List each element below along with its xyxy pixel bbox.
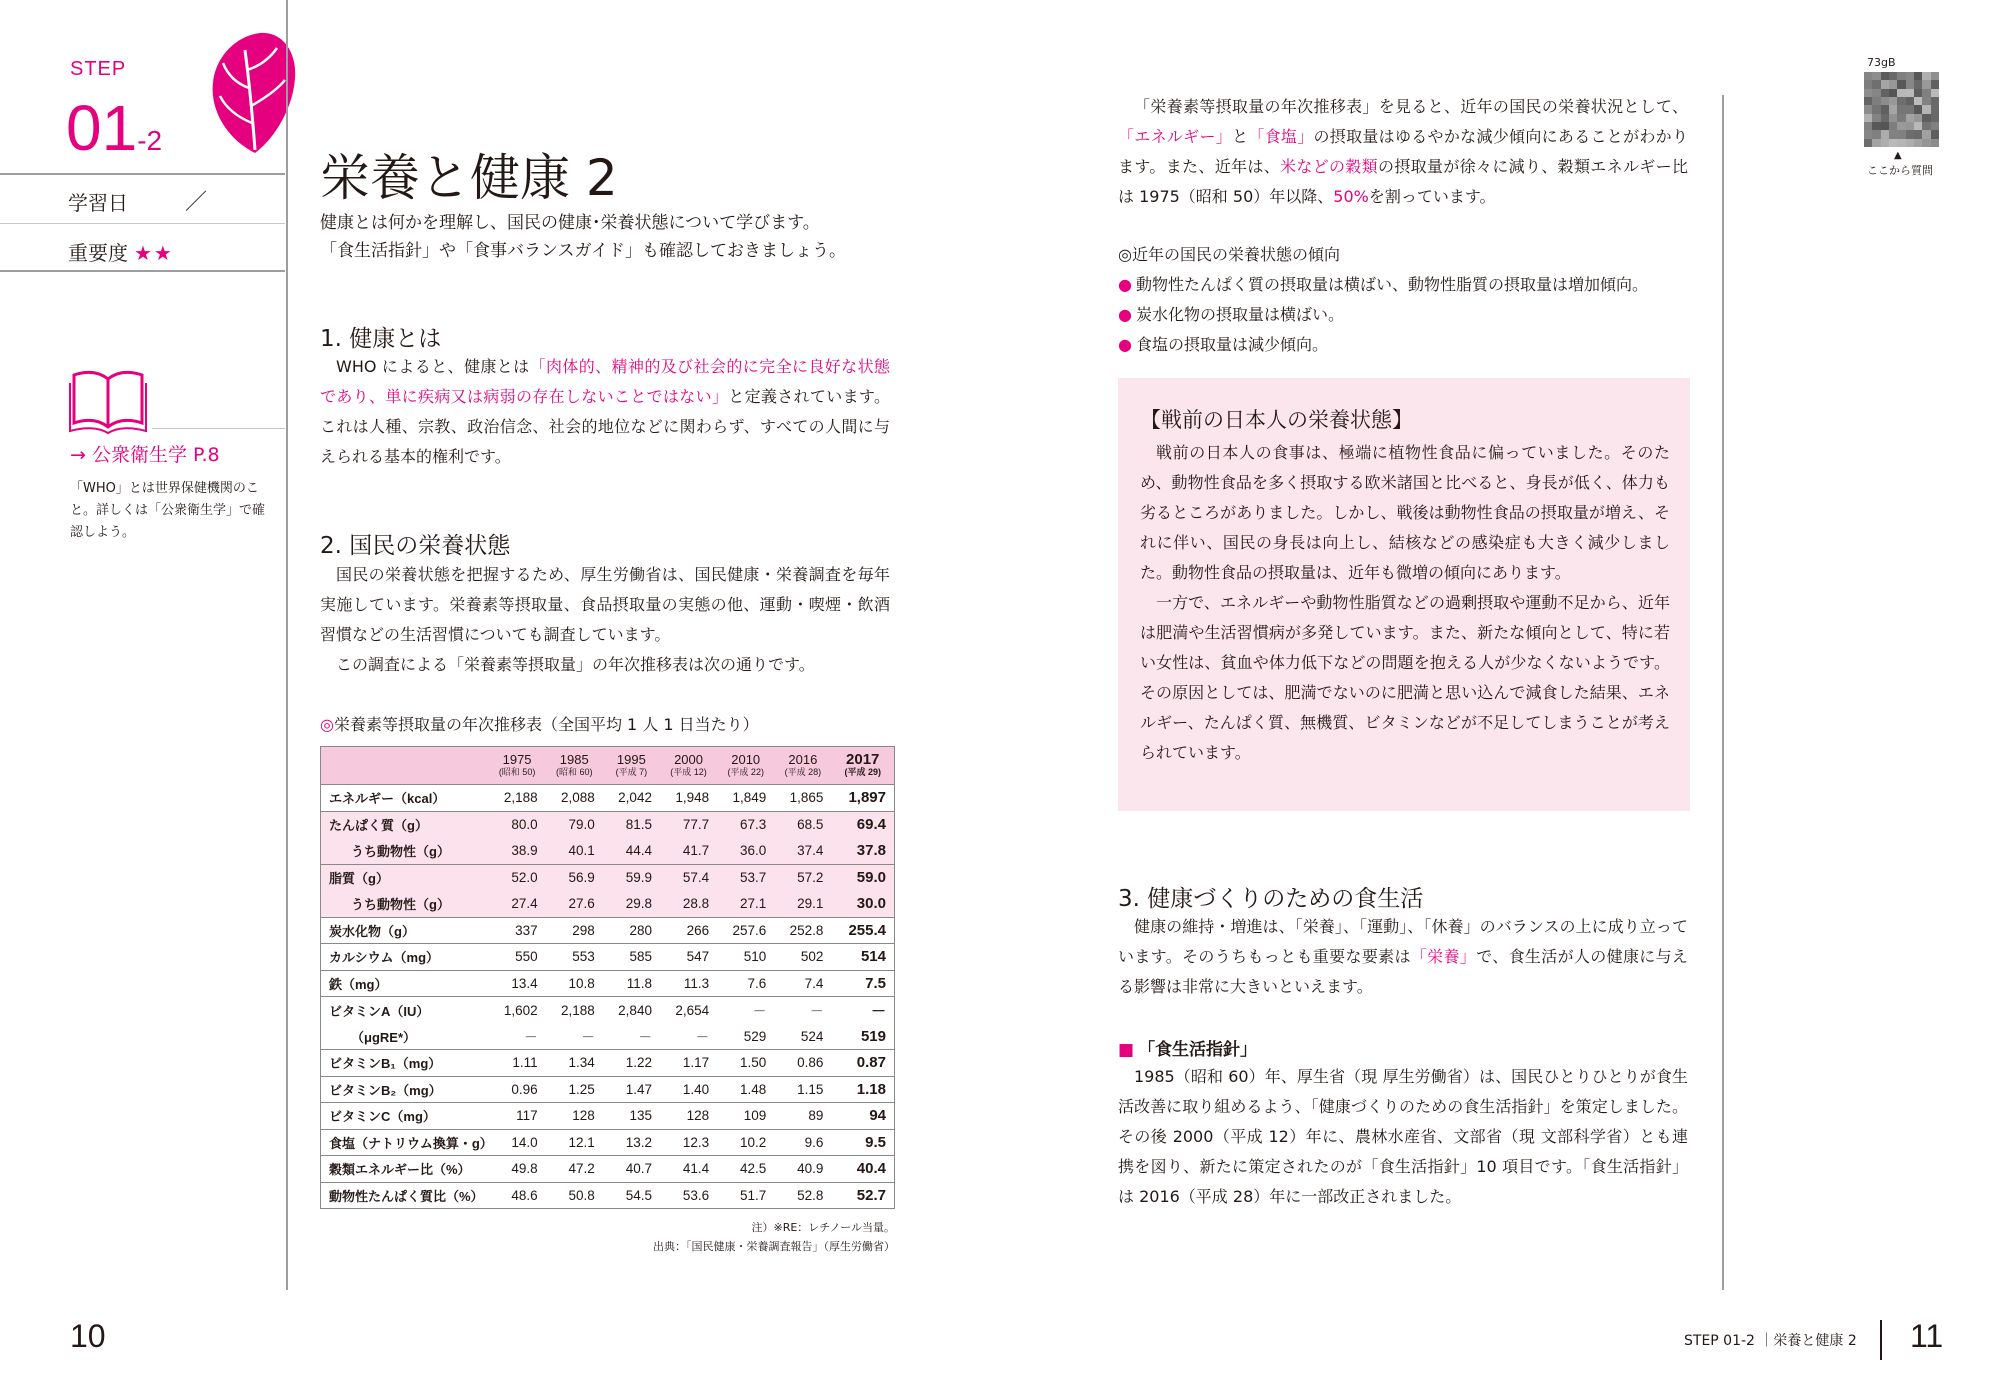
intro-line-1: 健康とは何かを理解し、国民の健康･栄養状態について学びます。: [320, 213, 820, 233]
guide-body: [1118, 1062, 1688, 1212]
table-corner: [321, 747, 489, 785]
table-cell: 27.4: [511, 896, 538, 911]
table-cell: －: [752, 1004, 767, 1019]
table-cell: 135: [629, 1108, 652, 1124]
table-row: [321, 838, 895, 865]
year-label: 2010: [731, 751, 761, 767]
study-date-label: 学習日: [68, 191, 128, 215]
s1-text-b: と定義されています。これは人種、宗教、政治信念、社会的地位などに関わらず、すべての人間に与えられる基本的権利です。: [320, 387, 890, 466]
table-cell: 280: [629, 922, 652, 938]
table-cell: 37.4: [797, 843, 824, 858]
importance-stars: ★★: [134, 241, 174, 265]
importance-row: [0, 225, 285, 275]
table-cell: 42.5: [740, 1161, 767, 1177]
table-cell: 10.8: [568, 975, 595, 991]
table-cell: 2,654: [675, 1002, 710, 1018]
row-label: ビタミンA（IU）: [329, 1003, 430, 1019]
table-cell: 54.5: [625, 1187, 652, 1203]
table-cell: 128: [686, 1108, 710, 1124]
box-paragraph-2: 一方で、エネルギーや動物性脂質などの過剰摂取や運動不足から、近年は肥満や生活習慣病が多発しています。また、新たな傾向として、特に若い女性は、貧血や体力低下などの問題を抱える人が少なくないようです。その原因としては、肥満でないのに肥満と思い込んで減食した結果、エネルギー、たんぱく質、無機質、ビタミンなどが不足してしまうことが考えられています。: [1140, 593, 1670, 762]
table-cell: 52.7: [856, 1186, 886, 1204]
s2-paragraph-2: この調査による「栄養素等摂取量」の年次推移表は次の通りです。: [336, 655, 815, 674]
table-cell: 257.6: [732, 922, 767, 938]
table-row: [321, 1129, 895, 1156]
footer-running-title: STEP 01-2 ｜栄養と健康 2: [1684, 1333, 1857, 1349]
table-cell: 337: [515, 922, 538, 938]
table-cell: 1.25: [568, 1081, 595, 1097]
table-cell: 1.40: [682, 1081, 710, 1097]
table-cell: 2,188: [503, 790, 538, 806]
row-label: 炭水化物（g）: [329, 923, 415, 939]
year-label: 1975: [502, 751, 532, 767]
guide-heading-text: 「食生活指針」: [1138, 1040, 1258, 1060]
table-cell: 11.8: [626, 975, 652, 991]
percent-highlight: 50%: [1333, 187, 1369, 206]
section-1-body: [320, 352, 890, 472]
table-cell: 29.8: [625, 896, 652, 911]
table-row: [321, 944, 895, 971]
section-3-heading: 3. 健康づくりのための食生活: [1118, 886, 1424, 912]
square-icon: ■: [1118, 1040, 1135, 1060]
table-cell: 2,088: [561, 790, 595, 806]
table-cell: 7.5: [865, 974, 886, 992]
row-label: カルシウム（mg）: [329, 950, 440, 966]
table-cell: 30.0: [856, 895, 886, 912]
box-body: [1140, 438, 1670, 768]
table-row: [321, 891, 895, 918]
table-cell: 14.0: [511, 1134, 538, 1150]
table-cell: 0.86: [797, 1055, 824, 1071]
right-intro: [1118, 92, 1688, 212]
step-number-sub: -2: [137, 125, 163, 156]
table-cell: －: [695, 1030, 710, 1045]
ref-note: 「WHO」とは世界保健機関のこと。詳しくは「公衆衛生学」で確認しよう。: [70, 481, 266, 540]
table-cell: 255.4: [848, 921, 886, 939]
book-icon: [68, 365, 148, 435]
table-cell: －: [581, 1030, 595, 1045]
s3-text-a: 健康の維持・増進は、「栄養」、「運動」、「休養」のバランスの上に成り立っています。そのうちもっとも重要な要素は: [1118, 917, 1688, 966]
year-label: 2016: [788, 751, 818, 767]
s2-paragraph-1: 国民の栄養状態を把握するため、厚生労働省は、国民健康・栄養調査を毎年実施しています。栄養素等摂取量、食品摂取量の実態の他、運動・喫煙・飲酒習慣などの生活習慣についても調査しています。: [320, 565, 890, 644]
era-label: (平成 29): [844, 766, 881, 777]
table-cell: 27.6: [568, 896, 595, 911]
bullet-item: [1118, 332, 1328, 355]
table-cell: 12.1: [568, 1134, 595, 1150]
guide-paragraph: 1985（昭和 60）年、厚生省（現 厚生労働省）は、国民ひとりひとりが食生活改善に取り組めるよう、「健康づくりのための食生活指針」を策定しました。その後 2000（平成 12）年に、農林水産省、文部省（現 文部科学省）とも連携を図り、新たに策定されたのが「食生活指針」10 項目です。「食生活指針」は 2016（平成 28）年に一部改正されました。: [1118, 1067, 1688, 1206]
table-source: 出典：「国民健康・栄養調査報告」（厚生労働省）: [653, 1240, 895, 1253]
table-row: [321, 785, 895, 812]
table-cell: 117: [516, 1108, 538, 1124]
table-caption: [320, 712, 759, 735]
table-cell: 529: [743, 1028, 767, 1044]
table-row: [321, 917, 895, 944]
table-cell: 585: [629, 949, 652, 965]
table-cell: 12.3: [682, 1134, 710, 1150]
divider: [0, 223, 285, 224]
table-cell: 40.9: [797, 1161, 824, 1177]
table-cell: 77.7: [682, 817, 710, 832]
page-number-right: 11: [1910, 1318, 1944, 1354]
s3-text-b: で、食生活が人の健康に与える影響は非常に大きいといえます。: [1118, 947, 1688, 996]
table-cell: 41.4: [682, 1161, 710, 1177]
section-2-heading: 2. 国民の栄養状態: [320, 533, 511, 559]
table-cell: 1.15: [797, 1081, 824, 1097]
table-cell: 10.2: [740, 1134, 767, 1150]
table-cell: 41.7: [682, 843, 710, 858]
table-cell: 7.6: [747, 975, 767, 991]
table-cell: 128: [572, 1108, 595, 1124]
footer-divider: [1880, 1320, 1882, 1360]
table-cell: 59.9: [625, 870, 652, 885]
table-row: [321, 1050, 895, 1077]
bullet-text: 動物性たんぱく質の摂取量は横ばい、動物性脂質の摂取量は増加傾向。: [1135, 275, 1648, 294]
era-label: (平成 22): [727, 766, 764, 777]
up-arrow-icon: ▲: [1894, 150, 1902, 161]
table-cell: 550: [515, 949, 538, 965]
table-header-row: [321, 747, 895, 785]
table-row: [321, 1182, 895, 1209]
table-cell: 1.22: [625, 1055, 652, 1071]
table-cell: 53.6: [682, 1187, 710, 1203]
table-row: [321, 1076, 895, 1103]
section-1-heading: 1. 健康とは: [320, 326, 442, 352]
row-label: （μgRE*）: [351, 1029, 417, 1045]
intro-line-2: 「食生活指針」や「食事バランスガイド」も確認しておきましょう。: [320, 241, 846, 261]
nutrient-intake-table: [320, 746, 895, 1209]
box-paragraph-1: 戦前の日本人の食事は、極端に植物性食品に偏っていました。そのため、動物性食品を多く摂取する欧米諸国と比べると、身長が低く、体力も劣るところがありました。しかし、戦後は動物性食品の摂取量が増え、それに伴い、国民の身長は向上し、結核などの感染症も大きく減少しました。動物性食品の摂取量は、近年も微増の傾向にあります。: [1140, 443, 1670, 582]
table-cell: 9.5: [865, 1133, 886, 1151]
era-label: (平成 28): [784, 766, 822, 777]
year-header: [546, 747, 603, 785]
table-cell: 2,840: [618, 1002, 652, 1018]
table-row: [321, 1156, 895, 1183]
r-text-c: の摂取量が徐々に減り、穀類エネルギー比は 1975（昭和 50）年以降、: [1118, 157, 1688, 206]
table-cell: 81.5: [625, 817, 652, 832]
bullet-item: [1118, 272, 1648, 295]
table-cell: 1.50: [740, 1055, 767, 1071]
table-cell: 89: [808, 1108, 824, 1124]
table-row: [321, 1023, 895, 1050]
table-cell: 40.7: [625, 1161, 652, 1177]
table-cell: 40.4: [856, 1160, 886, 1178]
row-label: たんぱく質（g）: [329, 818, 428, 833]
bullet-dot-icon: ●: [1118, 335, 1132, 354]
year-header: [831, 747, 894, 785]
dietary-guideline-heading: [1118, 1035, 1257, 1060]
table-row: [321, 970, 895, 997]
table-cell: 49.8: [511, 1161, 538, 1177]
row-label: 食塩（ナトリウム換算・g）: [329, 1135, 493, 1151]
table-body: [321, 785, 895, 1209]
table-cell: 38.9: [511, 843, 538, 858]
table-caption-mark: ◎: [320, 715, 334, 734]
table-cell: 40.1: [568, 843, 595, 858]
row-label: 脂質（g）: [329, 871, 389, 886]
divider: [152, 428, 285, 429]
table-cell: 109: [743, 1108, 767, 1124]
table-cell: 1,865: [789, 790, 824, 806]
table-cell: 2,188: [561, 1002, 595, 1018]
table-cell: 510: [743, 949, 767, 965]
table-cell: 266: [686, 922, 710, 938]
table-cell: 51.7: [740, 1187, 767, 1203]
row-label: ビタミンB₁（mg）: [329, 1056, 442, 1072]
table-cell: 56.9: [568, 870, 595, 885]
bullet-dot-icon: ●: [1118, 275, 1132, 294]
era-label: (平成 12): [670, 766, 707, 777]
table-cell: 52.0: [511, 870, 538, 885]
energy-highlight: 「エネルギー」: [1118, 127, 1233, 146]
r-text-d: を割っています。: [1368, 187, 1496, 206]
table-cell: 1,849: [732, 790, 767, 806]
bullet-text: 炭水化物の摂取量は横ばい。: [1135, 305, 1344, 324]
table-cell: 57.4: [682, 870, 710, 885]
table-cell: 2,042: [618, 790, 652, 806]
bullet-text: 食塩の摂取量は減少傾向。: [1135, 335, 1328, 354]
row-label: エネルギー（kcal）: [329, 791, 446, 807]
table-cell: 0.87: [856, 1054, 886, 1072]
who-definition-highlight: 「肉体的、精神的及び社会的に完全に良好な状態であり、単に疾病又は病弱の存在しないことではない」: [320, 357, 890, 406]
table-cell: 1.11: [512, 1055, 538, 1071]
table-cell: 1.48: [740, 1081, 767, 1097]
section-3-body: [1118, 912, 1688, 1002]
table-cell: 80.0: [511, 817, 538, 832]
year-label: 2000: [674, 751, 703, 767]
table-cell: 48.6: [511, 1187, 538, 1203]
table-cell: 53.7: [740, 870, 767, 885]
year-label: 2017: [846, 750, 880, 768]
grain-highlight: 米などの穀類: [1280, 157, 1379, 176]
table-cell: 68.5: [797, 817, 824, 832]
table-cell: 27.1: [740, 896, 767, 911]
table-cell: 13.2: [625, 1134, 652, 1150]
bullet-dot-icon: ●: [1118, 305, 1132, 324]
table-cell: 0.96: [511, 1081, 538, 1097]
importance-label: 重要度: [68, 241, 128, 265]
row-label: ビタミンB₂（mg）: [329, 1082, 442, 1098]
table-cell: －: [638, 1030, 652, 1045]
table-cell: 1.17: [682, 1055, 710, 1071]
year-header: [603, 747, 660, 785]
year-header: [660, 747, 717, 785]
row-label: 鉄（mg）: [329, 976, 388, 992]
era-label: (平成 7): [615, 766, 648, 777]
table-cell: 36.0: [740, 843, 767, 858]
era-label: (昭和 60): [555, 766, 593, 777]
table-cell: 502: [800, 949, 824, 965]
table-cell: 79.0: [568, 817, 595, 832]
step-number-main: 01: [66, 92, 138, 164]
table-row: [321, 1103, 895, 1130]
right-divider: [1722, 95, 1724, 1290]
qr-code[interactable]: [1864, 72, 1939, 147]
row-label: うち動物性（g）: [351, 897, 450, 912]
qr-label: ここから質問: [1867, 164, 1933, 177]
table-cell: 524: [800, 1028, 824, 1044]
row-label: 穀類エネルギー比（%）: [329, 1162, 471, 1178]
table-cell: 67.3: [740, 817, 767, 832]
trend-heading: [1118, 242, 1340, 265]
table-cell: 1.18: [856, 1080, 886, 1098]
table-cell: 298: [572, 922, 595, 938]
table-cell: 1,897: [848, 789, 886, 807]
era-label: (昭和 50): [498, 766, 536, 777]
table-footnote: [500, 1218, 895, 1256]
table-cell: 69.4: [856, 816, 886, 833]
table-cell: 11.3: [683, 975, 710, 991]
year-label: 1995: [616, 751, 646, 767]
ref-link[interactable]: → 公衆衛生学 P.8: [70, 444, 220, 466]
table-cell: 547: [686, 949, 710, 965]
table-cell: 37.8: [856, 842, 886, 859]
table-cell: 252.8: [789, 922, 824, 938]
r-text-to: と: [1232, 127, 1249, 146]
table-caption-text: 栄養素等摂取量の年次推移表（全国平均 1 人 1 日当たり）: [333, 715, 759, 734]
study-date-row: [0, 175, 285, 225]
table-cell: 1.34: [568, 1055, 595, 1071]
table-row: [321, 864, 895, 891]
table-cell: 59.0: [856, 869, 886, 886]
table-note: 注）※RE：レチノール当量。: [751, 1221, 895, 1234]
importance-label-wrap: [68, 237, 174, 266]
salt-highlight: 「食塩」: [1248, 127, 1314, 146]
table-cell: 29.1: [797, 896, 824, 911]
r-text-b: の摂取量はゆるやかな減少傾向にあることがわかります。また、近年は、: [1118, 127, 1688, 176]
table-cell: 1,948: [675, 790, 710, 806]
step-number: [66, 92, 163, 164]
table-cell: －: [870, 1002, 886, 1020]
table-row: [321, 811, 895, 838]
s1-text-a: WHO によると、健康とは: [336, 357, 530, 376]
year-header: [717, 747, 774, 785]
table-cell: 9.6: [804, 1134, 824, 1150]
table-cell: 50.8: [568, 1187, 595, 1203]
box-title: 【戦前の日本人の栄養状態】: [1140, 408, 1413, 432]
table-cell: 519: [860, 1027, 886, 1045]
sidebar-divider: [286, 0, 288, 1290]
table-cell: 514: [860, 948, 886, 966]
row-label: 動物性たんぱく質比（%）: [329, 1188, 484, 1204]
qr-size-label: 73gB: [1867, 56, 1896, 69]
table-cell: 7.4: [804, 975, 824, 991]
bullet-item: [1118, 302, 1344, 325]
table-cell: 28.8: [682, 896, 710, 911]
table-cell: 553: [572, 949, 595, 965]
table-cell: 13.4: [511, 975, 538, 991]
row-label: ビタミンC（mg）: [329, 1109, 436, 1125]
page-title: 栄養と健康 2: [320, 149, 618, 207]
table-cell: 52.8: [797, 1187, 824, 1203]
page-number-left: 10: [70, 1318, 106, 1354]
row-label: うち動物性（g）: [351, 844, 450, 859]
table-cell: 44.4: [625, 843, 652, 858]
study-date-field: ／: [185, 190, 208, 215]
trend-heading-text: ◎近年の国民の栄養状態の傾向: [1118, 245, 1340, 264]
r-text-a: 「栄養素等摂取量の年次推移表」を見ると、近年の国民の栄養状況として、: [1134, 97, 1688, 116]
table-cell: 1.47: [625, 1081, 652, 1097]
table-cell: 47.2: [568, 1161, 595, 1177]
year-label: 1985: [559, 751, 589, 767]
nutrition-highlight: 「栄養」: [1410, 947, 1477, 966]
table-cell: －: [524, 1030, 538, 1045]
section-2-body: [320, 560, 890, 680]
year-header: [489, 747, 546, 785]
year-header: [774, 747, 831, 785]
table-row: [321, 997, 895, 1024]
table-cell: 1,602: [503, 1002, 538, 1018]
step-label: STEP: [70, 58, 127, 80]
table-cell: 57.2: [797, 870, 824, 885]
table-cell: 94: [869, 1107, 886, 1125]
divider: [0, 270, 285, 272]
table-cell: －: [809, 1004, 824, 1019]
